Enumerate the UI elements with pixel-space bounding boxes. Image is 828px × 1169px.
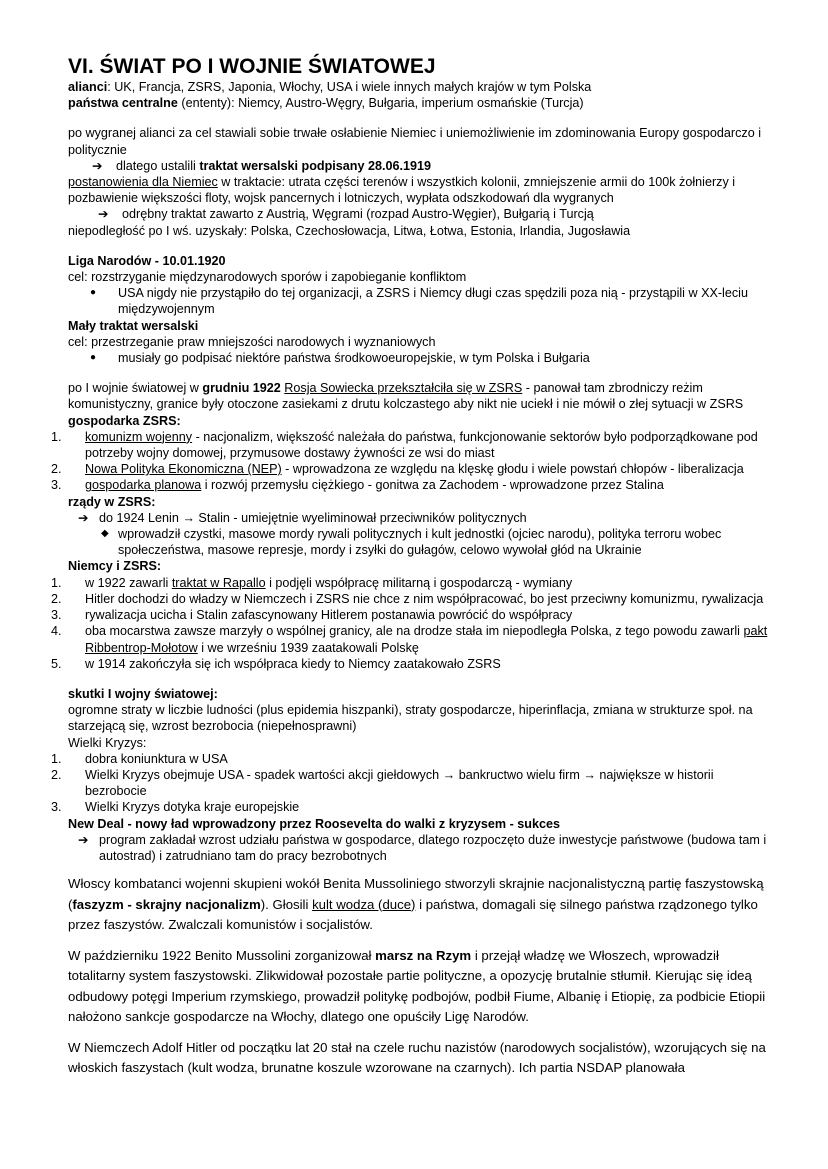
versailles-paragraph: po wygranej alianci za cel stawiali sobie trwałe osłabienie Niemiec i uniemożliwienie im zdominowania Europy gospodarczo i politycznie — [68, 126, 761, 157]
arrow-right-icon: ➔ — [78, 832, 89, 847]
maly-traktat-cel: cel: przestrzeganie praw mniejszości narodowych i wyznaniowych — [68, 334, 436, 349]
list-item: 1. komunizm wojenny - nacjonalizm, większość należała do państwa, funkcjonowanie sektorów było podporządkowane pod potrzeby wojny domowej, przymusowe dostawy żywności ze wsi do miast — [51, 429, 758, 461]
alianci-line: alianci: UK, Francja, ZSRS, Japonia, Włochy, USA i wiele innych małych krajów w tym Polska — [68, 80, 592, 94]
page-title: VI. ŚWIAT PO I WOJNIE ŚWIATOWEJ — [68, 55, 436, 78]
arrow-right-icon: ➔ — [78, 510, 89, 525]
rzady-arrow: ➔ do 1924 Lenin → Stalin - umiejętnie wyeliminował przeciwników politycznych — [78, 510, 527, 525]
list-item: 3. rywalizacja ucicha i Stalin zafascynowany Hitlerem postanawia powrócić do współpracy — [51, 608, 573, 623]
arrow-right-icon: ➔ — [98, 207, 109, 222]
bullet-icon: ● — [90, 352, 97, 364]
maly-traktat-bullet: ● musiały go podpisać niektóre państwa środkowoeuropejskie, w tym Polska i Bułgaria — [90, 351, 590, 366]
list-item: 2. Hitler dochodzi do władzy w Niemczech i ZSRS nie chce z nim współpracować, bo jest przeciwny komunizmu, rywalizacja — [51, 591, 764, 606]
gospodarka-heading: gospodarka ZSRS: — [68, 413, 181, 428]
marsz-paragraph: W październiku 1922 Benito Mussolini zorganizował marsz na Rzym i przejął władzę we Włoszech, wprowadził totalitarny system faszystowski. Zlikwidował pozostałe partie polityczne, a opozycję brutalnie stłumił. Kierując się ideą odbudowy potęgi Imperium rzymskiego, prowadził politykę podbojów, podbił Fiume, Albanię i Etiopię, za podbicie Etiopii nałożono sankcje gospodarcze na Włochy, dlatego one opuściły Ligę Narodów. — [68, 947, 766, 1025]
new-deal-heading: New Deal - nowy ład wprowadzony przez Roosevelta do walki z kryzysem - sukces — [68, 816, 561, 831]
centralne-line: państwa centralne (ententy): Niemcy, Austro-Węgry, Bułgaria, imperium osmańskie (Turcja) — [68, 96, 584, 111]
bullet-icon: ● — [90, 287, 97, 299]
versailles-arrow-2: ➔ odrębny traktat zawarto z Austrią, Węgrami (rozpad Austro-Węgier), Bułgarią i Turcją — [98, 207, 594, 222]
liga-cel: cel: rozstrzyganie międzynarodowych sporów i zapobieganie konfliktom — [68, 270, 467, 285]
list-item: 2. Wielki Kryzys obejmuje USA - spadek wartości akcji giełdowych → bankructwo wielu firm → największe w historii bezrobocie — [51, 767, 714, 799]
hitler-paragraph: W Niemczech Adolf Hitler od początku lat 20 stał na czele ruchu nazistów (narodowych socjalistów), wzorujących się na włoskich faszystach (kult wodza, brunatne koszule wzorowane na czarnych). Ich partia NSDAP planowała — [68, 1039, 766, 1076]
zsrs-paragraph: po I wojnie światowej w grudniu 1922 Rosja Sowiecka przekształciła się w ZSRS - panował tam zbrodniczy reżim komunistyczny, granice były otoczone zasiekami z drutu kolczastego aby nikt nie uciekł i nie mówił o złej sytuacji w ZSRS — [68, 381, 744, 412]
list-item: 4. oba mocarstwa zawsze marzyły o wspólnej granicy, ale na drodze stała im niepodległa Polska, z tego powodu zawarli pakt Ribbentrop-Mołotow i we wrześniu 1939 zaatakowali Polskę — [51, 624, 768, 655]
niemcy-zsrs-list — [51, 575, 778, 672]
kryzys-label: Wielki Kryzys: — [68, 735, 147, 750]
list-item: 1. dobra koniunktura w USA — [51, 751, 228, 766]
kryzys-list — [51, 751, 778, 816]
faszyzm-paragraph: Włoscy kombatanci wojenni skupieni wokół Benita Mussoliniego stworzyli skrajnie nacjonalistyczną partię faszystowską (faszyzm - skrajny nacjonalizm). Głosili kult wodza (duce) i państwa, domagali się silnego państwa rządzonego tylko przez faszystów. Zwalczali komunistów i socjalistów. — [68, 876, 764, 933]
versailles-arrow-1: ➔ dlatego ustalili traktat wersalski podpisany 28.06.1919 — [92, 158, 432, 173]
skutki-paragraph: ogromne straty w liczbie ludności (plus epidemia hiszpanki), straty gospodarcze, hiperinflacja, zmiana w strukturze społ. na starzejącą się, wzrost bezrobocia (niepełnosprawni) — [68, 703, 753, 734]
niepodleglosc-line: niepodległość po I wś. uzyskały: Polska, Czechosłowacja, Litwa, Łotwa, Estonia, Irlandia, Jugosławia — [68, 223, 631, 238]
rzady-diamond-bullet: ◆ wprowadził czystki, masowe mordy rywali politycznych i kult jednostki (ojciec narodu), polityka terroru wobec społeczeństwa, masowe represje, mordy i zsyłki do gułagów, celowo wywołał głód na Ukrainie — [101, 527, 722, 558]
list-item: 5. w 1914 zakończyła się ich współpraca kiedy to Niemcy zaatakowało ZSRS — [51, 656, 501, 671]
niemcy-zsrs-heading: Niemcy i ZSRS: — [68, 559, 162, 574]
arrow-right-icon: ➔ — [92, 158, 103, 173]
list-item: 3. Wielki Kryzys dotyka kraje europejskie — [51, 800, 300, 815]
diamond-bullet-icon: ◆ — [101, 528, 109, 540]
new-deal-arrow: ➔ program zakładał wzrost udziału państwa w gospodarce, dlatego rozpoczęto duże inwestycje państwowe (budowa tam i autostrad) i zatrudniano tam do pracy bezrobotnych — [78, 832, 767, 863]
list-item: 2. Nowa Polityka Ekonomiczna (NEP) - wprowadzona ze względu na klęskę głodu i wiele powstań chłopów - liberalizacja — [51, 462, 744, 477]
skutki-heading: skutki I wojny światowej: — [68, 686, 218, 701]
gospodarka-list — [51, 429, 778, 494]
maly-traktat-heading: Mały traktat wersalski — [68, 318, 199, 333]
liga-heading: Liga Narodów - 10.01.1920 — [68, 253, 226, 268]
liga-bullet: ● USA nigdy nie przystąpiło do tej organizacji, a ZSRS i Niemcy długi czas spędzili poza nią - przystąpili w XX-leciu międzywojennym — [90, 286, 748, 317]
list-item: 3. gospodarka planowa i rozwój przemysłu ciężkiego - gonitwa za Zachodem - wprowadzone przez Stalina — [51, 478, 664, 493]
list-item: 1. w 1922 zawarli traktat w Rapallo i podjęli współpracę militarną i gospodarczą - wymiany — [51, 575, 573, 590]
rzady-heading: rządy w ZSRS: — [68, 494, 156, 509]
postanowienia-paragraph: postanowienia dla Niemiec w traktacie: utrata części terenów i wszystkich kolonii, zmniejszenie armii do 100k żołnierzy i pozbawienie większości floty, wojsk pancernych i lotniczych, wypłata odszkodowań dla wygranych — [68, 175, 736, 206]
